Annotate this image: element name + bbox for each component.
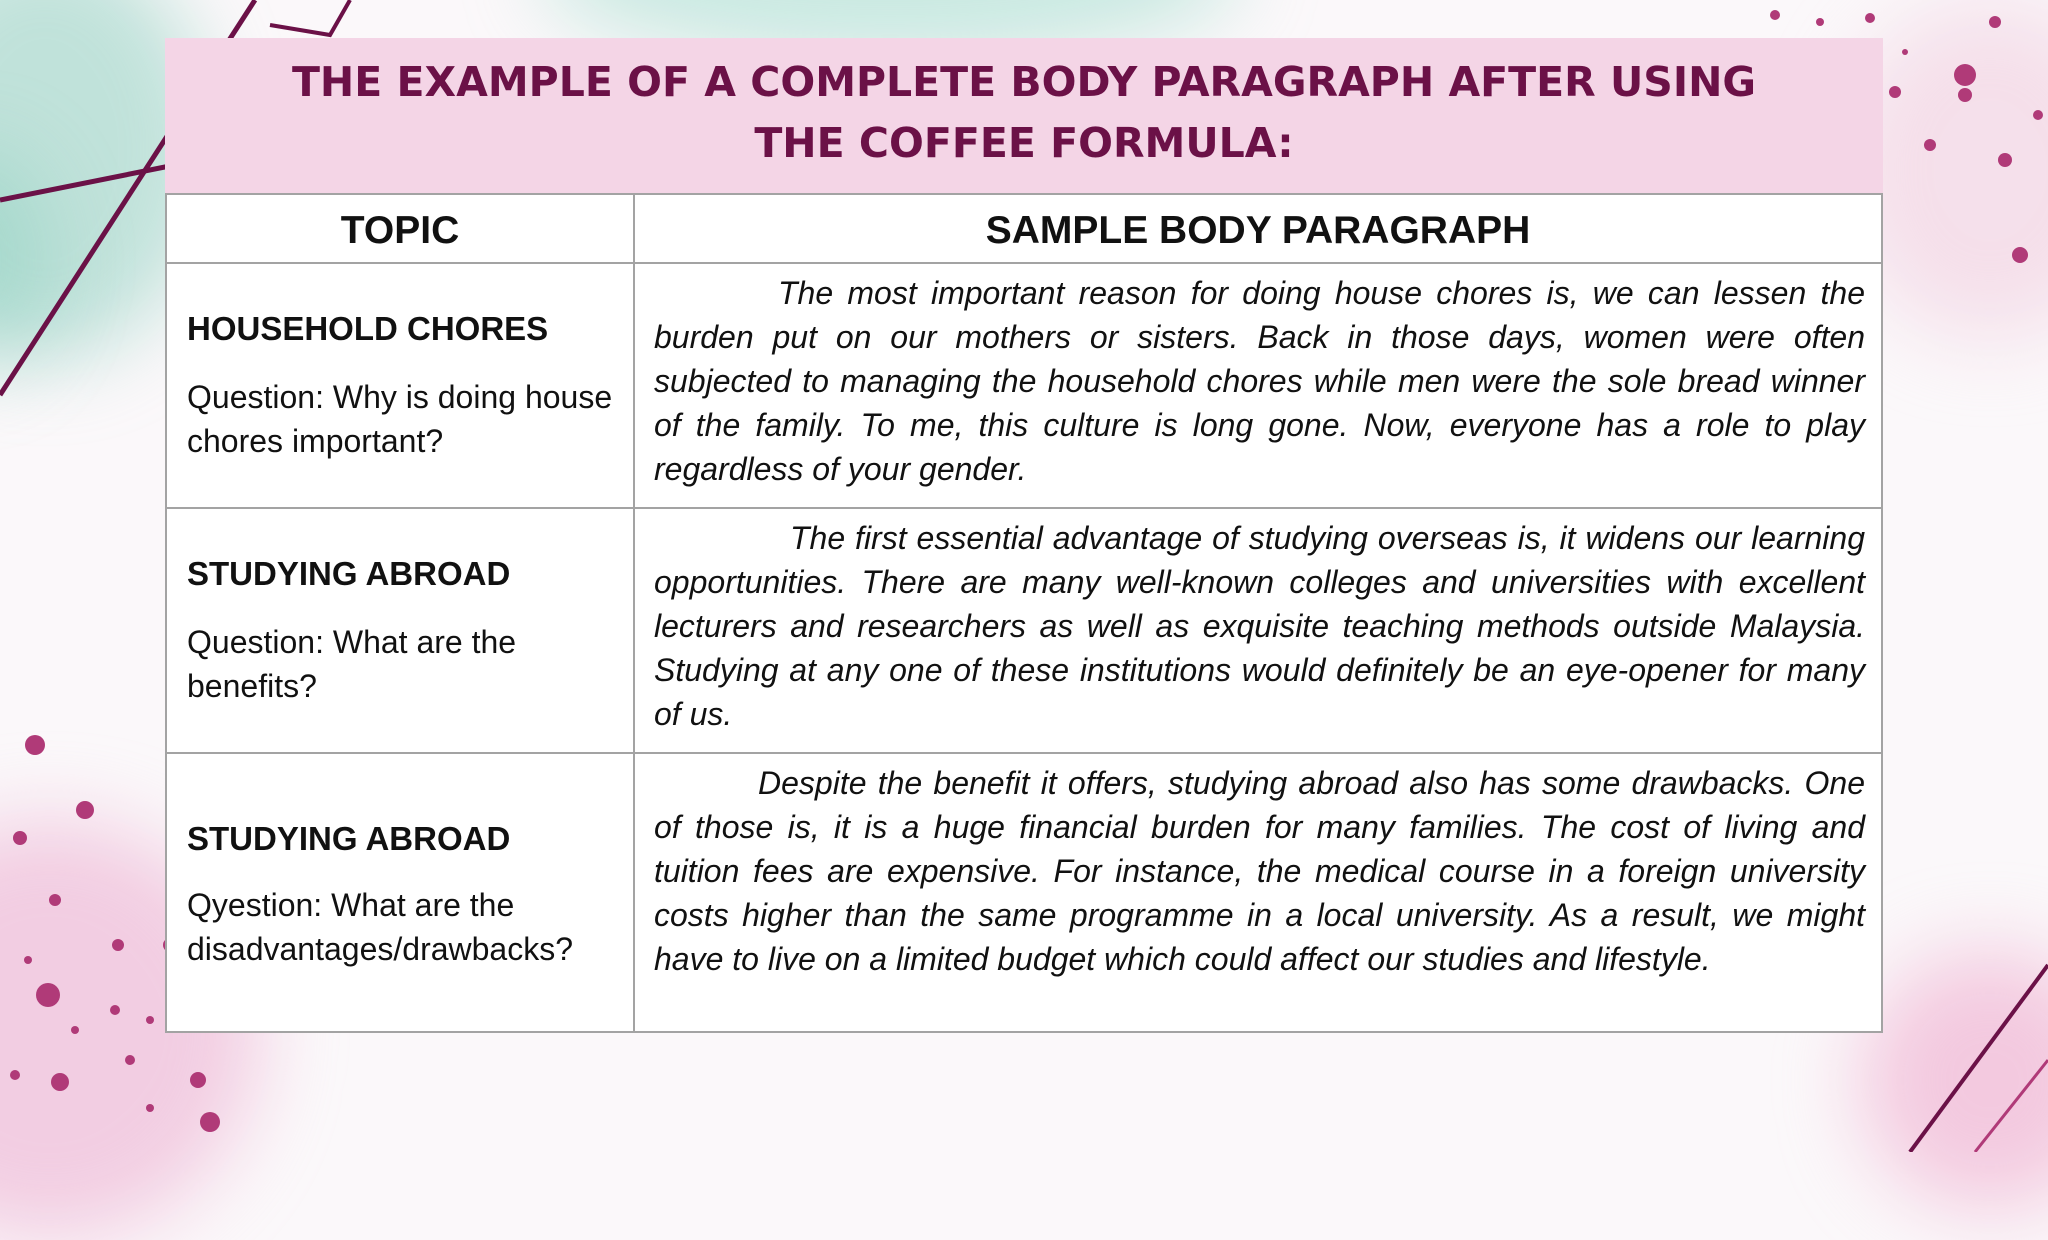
- row-topic-title: HOUSEHOLD CHORES: [187, 310, 549, 347]
- column-header-sample-paragraph: SAMPLE BODY PARAGRAPH: [985, 209, 1531, 252]
- row-topic-title: STUDYING ABROAD: [187, 820, 511, 857]
- coffee-formula-table: [165, 193, 1883, 1033]
- table-column-divider: [633, 195, 635, 1031]
- slide-title-banner: [165, 38, 1883, 193]
- row-topic-question: Qyestion: What are the disadvantages/drawbacks?: [187, 887, 574, 967]
- column-header-topic: TOPIC: [340, 209, 460, 252]
- table-row-divider: [167, 752, 1881, 754]
- row-topic-question: Question: What are the benefits?: [187, 624, 517, 704]
- table-row-divider: [167, 507, 1881, 509]
- slide-title-line-2: THE COFFEE FORMULA:: [754, 119, 1294, 167]
- table-row-divider: [167, 262, 1881, 264]
- row-sample-paragraph: The first essential advantage of studying overseas is, it widens our learning opportunities. There are many well-known colleges and universities with excellent lecturers and researchers as well as exquisite teaching methods outside Malaysia. Studying at any one of these institutions would definitely be an eye-opener for many of us.: [654, 520, 1865, 732]
- row-sample-paragraph: Despite the benefit it offers, studying abroad also has some drawbacks. One of those is, it is a huge financial burden for many families. The cost of living and tuition fees are expensive. For instance, the medical course in a foreign university costs higher than the same programme in a local university. As a result, we might have to live on a limited budget which could affect our studies and lifestyle.: [654, 765, 1865, 977]
- slide-title-line-1: THE EXAMPLE OF A COMPLETE BODY PARAGRAPH AFTER USING: [291, 58, 1757, 106]
- row-topic-title: STUDYING ABROAD: [187, 555, 511, 592]
- row-topic-question: Question: Why is doing house chores important?: [187, 379, 613, 459]
- row-sample-paragraph: The most important reason for doing house chores is, we can lessen the burden put on our mothers or sisters. Back in those days, women were often subjected to managing the household chores while men were the sole bread winner of the family. To me, this culture is long gone. Now, everyone has a role to play regardless of your gender.: [654, 275, 1865, 487]
